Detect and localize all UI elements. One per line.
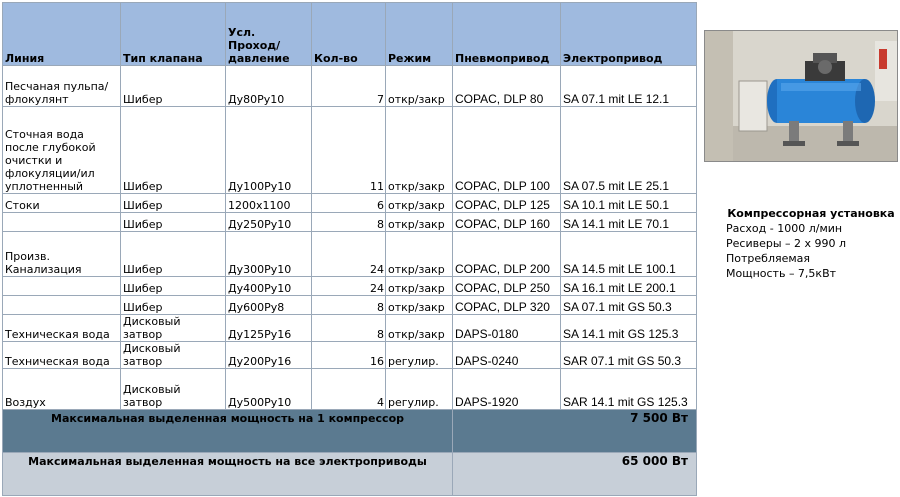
summary-label-electro: Максимальная выделенная мощность на все электроприводы: [3, 453, 453, 496]
cell-size: Ду500Ру10: [226, 369, 312, 410]
cell-valve: Шибер: [121, 107, 226, 194]
cell-pneumo: COPAC, DLP 125: [453, 194, 561, 213]
cell-qty: 24: [312, 277, 386, 296]
table-row: [3, 232, 697, 277]
header-line: Линия: [3, 3, 121, 66]
cell-valve: Шибер: [121, 66, 226, 107]
cell-line: Песчаная пульпа/флокулянт: [3, 66, 121, 107]
cell-pneumo: COPAC, DLP 200: [453, 232, 561, 277]
compressor-flow: Расход - 1000 л/мин: [726, 222, 843, 235]
header-pneumo: Пневмопривод: [453, 3, 561, 66]
cell-pneumo: DAPS-0180: [453, 315, 561, 342]
cell-mode: откр/закр: [386, 213, 453, 232]
cell-line: [3, 213, 121, 232]
table-row: [3, 277, 697, 296]
cell-mode: откр/закр: [386, 194, 453, 213]
cell-size: Ду300Ру10: [226, 232, 312, 277]
cell-line: Техническая вода: [3, 342, 121, 369]
cell-mode: регулир.: [386, 342, 453, 369]
cell-line: Стоки: [3, 194, 121, 213]
cell-valve: Шибер: [121, 277, 226, 296]
cell-electro: SA 16.1 mit LE 200.1: [561, 277, 697, 296]
compressor-caption: [726, 206, 896, 281]
cell-line: [3, 296, 121, 315]
compressor-photo: [704, 30, 898, 162]
cell-pneumo: COPAC, DLP 80: [453, 66, 561, 107]
cell-mode: регулир.: [386, 369, 453, 410]
cell-size: Ду600Ру8: [226, 296, 312, 315]
compressor-power: Мощность – 7,5кВт: [726, 267, 837, 280]
cell-valve: Шибер: [121, 296, 226, 315]
cell-line: Техническая вода: [3, 315, 121, 342]
cell-qty: 6: [312, 194, 386, 213]
compressor-receivers: Ресиверы – 2 х 990 л: [726, 237, 847, 250]
cell-qty: 16: [312, 342, 386, 369]
cell-size: Ду125Ру16: [226, 315, 312, 342]
cell-qty: 24: [312, 232, 386, 277]
table-row: [3, 369, 697, 410]
header-electro: Электропривод: [561, 3, 697, 66]
cell-mode: откр/закр: [386, 315, 453, 342]
cell-pneumo: DAPS-1920: [453, 369, 561, 410]
cell-size: Ду400Ру10: [226, 277, 312, 296]
cell-qty: 7: [312, 66, 386, 107]
valves-table-container: [2, 2, 696, 492]
cell-mode: откр/закр: [386, 107, 453, 194]
cell-qty: 8: [312, 296, 386, 315]
compressor-title: Компрессорная установка: [727, 207, 895, 220]
table-header-row: [3, 3, 697, 66]
header-mode: Режим: [386, 3, 453, 66]
table-row: [3, 107, 697, 194]
cell-electro: SAR 14.1 mit GS 125.3: [561, 369, 697, 410]
cell-size: Ду80Ру10: [226, 66, 312, 107]
cell-pneumo: COPAC, DLP 160: [453, 213, 561, 232]
cell-valve: Дисковый затвор: [121, 315, 226, 342]
valves-table: [2, 2, 697, 496]
cell-mode: откр/закр: [386, 296, 453, 315]
cell-valve: Дисковый затвор: [121, 369, 226, 410]
cell-qty: 11: [312, 107, 386, 194]
summary-row-compressor: [3, 410, 697, 453]
header-size-pressure: Усл. Проход/давление: [226, 3, 312, 66]
cell-size: Ду200Ру16: [226, 342, 312, 369]
header-valve-type: Тип клапана: [121, 3, 226, 66]
summary-label-compressor: Максимальная выделенная мощность на 1 компрессор: [3, 410, 453, 453]
cell-qty: 8: [312, 315, 386, 342]
cell-electro: SAR 07.1 mit GS 50.3: [561, 342, 697, 369]
cell-line: Сточная вода после глубокой очистки и флокуляции/ил уплотненный: [3, 107, 121, 194]
compressor-illustration: [705, 31, 897, 161]
cell-valve: Шибер: [121, 232, 226, 277]
table-row: [3, 315, 697, 342]
cell-pneumo: DAPS-0240: [453, 342, 561, 369]
table-row: [3, 213, 697, 232]
table-row: [3, 66, 697, 107]
cell-size: 1200x1100: [226, 194, 312, 213]
table-row: [3, 194, 697, 213]
table-row: [3, 342, 697, 369]
cell-qty: 4: [312, 369, 386, 410]
cell-electro: SA 14.5 mit LE 100.1: [561, 232, 697, 277]
table-row: [3, 296, 697, 315]
header-qty: Кол-во: [312, 3, 386, 66]
cell-line: [3, 277, 121, 296]
cell-pneumo: COPAC, DLP 100: [453, 107, 561, 194]
cell-pneumo: COPAC, DLP 320: [453, 296, 561, 315]
cell-valve: Шибер: [121, 213, 226, 232]
summary-row-electro: [3, 453, 697, 496]
cell-electro: SA 07.5 mit LE 25.1: [561, 107, 697, 194]
cell-mode: откр/закр: [386, 232, 453, 277]
summary-value-compressor: 7 500 Вт: [453, 410, 697, 453]
summary-value-electro: 65 000 Вт: [453, 453, 697, 496]
cell-electro: SA 07.1 mit LE 12.1: [561, 66, 697, 107]
compressor-consumption-label: Потребляемая: [726, 252, 811, 265]
cell-mode: откр/закр: [386, 66, 453, 107]
cell-line: Произв. Канализация: [3, 232, 121, 277]
cell-size: Ду100Ру10: [226, 107, 312, 194]
cell-valve: Шибер: [121, 194, 226, 213]
cell-electro: SA 10.1 mit LE 50.1: [561, 194, 697, 213]
cell-qty: 8: [312, 213, 386, 232]
cell-pneumo: COPAC, DLP 250: [453, 277, 561, 296]
cell-line: Воздух: [3, 369, 121, 410]
cell-valve: Дисковый затвор: [121, 342, 226, 369]
cell-mode: откр/закр: [386, 277, 453, 296]
cell-electro: SA 07.1 mit GS 50.3: [561, 296, 697, 315]
cell-electro: SA 14.1 mit GS 125.3: [561, 315, 697, 342]
cell-electro: SA 14.1 mit LE 70.1: [561, 213, 697, 232]
cell-size: Ду250Ру10: [226, 213, 312, 232]
